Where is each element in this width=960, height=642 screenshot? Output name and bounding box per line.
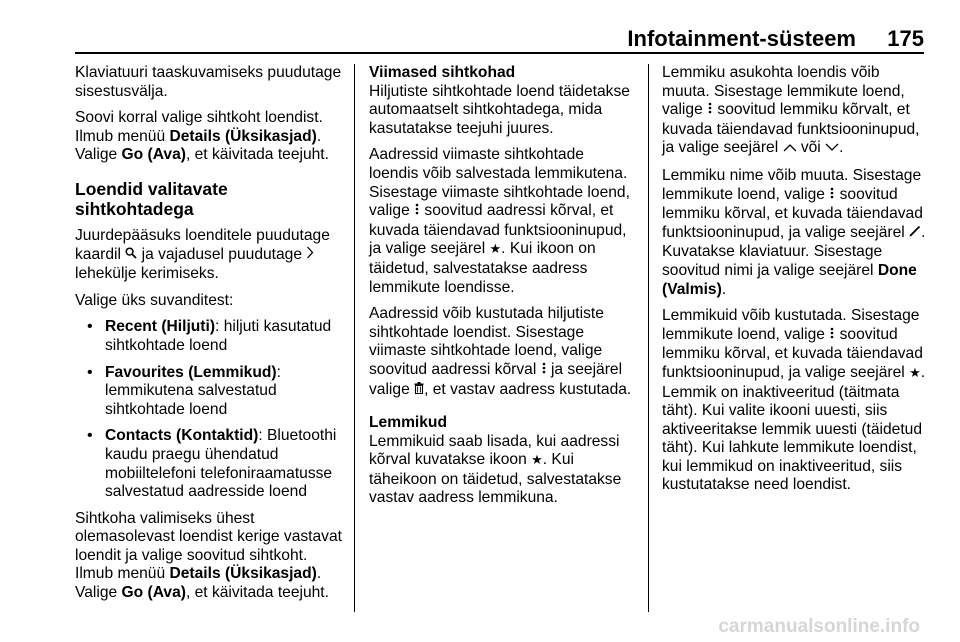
column-divider-1 (354, 64, 355, 612)
text: . (721, 280, 727, 298)
button-name: Done (Valmis) (662, 261, 917, 298)
text: Lemmiku nime võib muuta. Sisestage lemmikute loend, valige (662, 166, 922, 203)
subsection-heading: Viimased sihtkohad (369, 64, 516, 81)
paragraph: Klaviatuuri taaskuvamiseks puudutage sisestusvälja. (75, 64, 342, 100)
text: lehekülje kerimiseks. (75, 265, 219, 283)
text: , et käivitada teejuht. (185, 584, 329, 602)
text: soovitud lemmiku kõrval, et kuvada täiendavad funktsiooninupud, ja valige seejärel (662, 185, 923, 241)
text: . (839, 139, 844, 157)
text: Lemmikuid võib kustutada. Sisestage lemmikute loend, valige (662, 307, 920, 343)
star-icon: ★ (489, 242, 502, 258)
text: Aadressid viimaste sihtkohtade loendis võib salvestada lemmikutena. Sisestage viimaste sihtkohtade loend, valige (369, 146, 630, 220)
text: soovitud aadressi kõrval, et kuvada täiendavad funktsiooninupud, ja valige seejärel (369, 202, 627, 258)
section-heading: Loendid valitavate sihtkohtadega (75, 178, 228, 219)
page-header (0, 0, 960, 54)
subsection-heading: Lemmikud (369, 414, 447, 432)
paragraph (369, 433, 637, 508)
option-text: : lemmikutena salvestatud sihtkohtade loend (105, 363, 281, 418)
paragraph (369, 146, 637, 297)
text: või (796, 139, 826, 157)
menu-name: Details (Üksikasjad) (169, 565, 317, 583)
search-icon (125, 247, 137, 266)
list-item (75, 364, 347, 420)
text: . Kui täheikoon on täidetud, salvestatakse vastav aadress lemmikuna. (369, 451, 622, 507)
list-item (75, 318, 347, 355)
column-1 (75, 64, 347, 611)
text: Aadressid võib kustutada hiljutiste sihtkohtade loendist. Sisestage viimaste sihtkohtade loend, valige soovitud aadressi kõrval (369, 305, 604, 378)
text: , et vastav aadress kustutada. (424, 380, 632, 398)
column-divider-2 (648, 64, 649, 612)
text: . Valige (75, 565, 322, 602)
list-item (75, 427, 347, 501)
chevron-down-icon (825, 140, 839, 159)
star-icon: ★ (909, 365, 921, 381)
header-rule (75, 52, 924, 54)
text: . Kuvatakse klaviatuur. Sisestage soovitud nimi ja valige seejärel (662, 223, 926, 279)
watermark: carmanualsonline.info (718, 616, 920, 637)
text: Soovi korral valige sihtkoht loendist. Ilmub menüü (75, 109, 323, 145)
pencil-icon (909, 225, 921, 244)
text: ja vajadusel puudutage (137, 245, 307, 263)
text: Sihtkoha valimiseks ühest olemasolevast loendist kerige vastavat loendit ja valige soovitud sihtkoht. Ilmub menüü (75, 509, 342, 583)
option-name: Recent (Hiljuti) (105, 318, 216, 336)
column-3 (662, 64, 930, 503)
text: Lemmiku asukohta loendis võib muuta. Sisestage lemmikute loend, valige (662, 64, 905, 119)
text: soovitud lemmiku kõrval, et kuvada täiendavad funktsiooninupud, ja valige seejärel (662, 325, 923, 381)
text: soovitud lemmiku kõrvalt, et kuvada täiendavad funktsiooninupud, ja valige seejärel (662, 101, 920, 157)
paragraph (369, 305, 637, 400)
paragraph (662, 307, 930, 495)
paragraph (75, 109, 347, 165)
button-name: Go (Ava) (121, 584, 186, 602)
text: Juurdepääsuks loenditele puudutage kaardil (75, 226, 330, 263)
text: Lemmikuid saab lisada, kui aadressi kõrval kuvatakse ikoon (369, 432, 620, 469)
option-text: : Bluetoothi kaudu praegu ühendatud mobiiltelefoni telefoniraamatusse salvestatud aadresside loend (105, 427, 337, 501)
paragraph: Valige üks suvanditest: (75, 291, 234, 309)
star-icon: ★ (531, 453, 543, 469)
paragraph (662, 64, 930, 159)
paragraph (75, 510, 347, 603)
page-number: 175 (887, 26, 924, 51)
column-2 (369, 64, 637, 516)
option-name: Favourites (Lemmikud) (105, 363, 277, 381)
text: . Kui ikoon on täidetud, salvestatakse aadress lemmikute loendisse. (369, 240, 596, 296)
text: , et käivitada teejuht. (185, 146, 329, 164)
text: ja seejärel valige (369, 360, 623, 398)
menu-name: Details (Üksikasjad) (169, 127, 317, 145)
paragraph: Hiljutiste sihtkohtade loend täidetakse automaatselt sihtkohtadega, mida kasutatakse teejuhi juures. (369, 82, 630, 137)
option-name: Contacts (Kontaktid) (105, 427, 259, 445)
paragraph (75, 227, 347, 284)
option-list (75, 318, 347, 501)
text: . Valige (75, 127, 322, 164)
chevron-right-icon (306, 246, 314, 266)
button-name: Go (Ava) (121, 146, 186, 164)
paragraph (662, 167, 930, 299)
chevron-up-icon (783, 140, 797, 159)
page-title: Infotainment-süsteem (627, 26, 856, 51)
trash-icon (414, 382, 424, 401)
text: . Lemmik on inaktiveeritud (täitmata täht). Kui valite ikooni uuesti, siis aktiveeritakse lemmik uuesti (täidetud täht). Kui lahkute lemmikute loendist, kui lemmikud on inaktiveeritud, siis kustutatakse need loendist. (662, 363, 926, 494)
option-text: : hiljuti kasutatud sihtkohtade loend (105, 318, 332, 354)
